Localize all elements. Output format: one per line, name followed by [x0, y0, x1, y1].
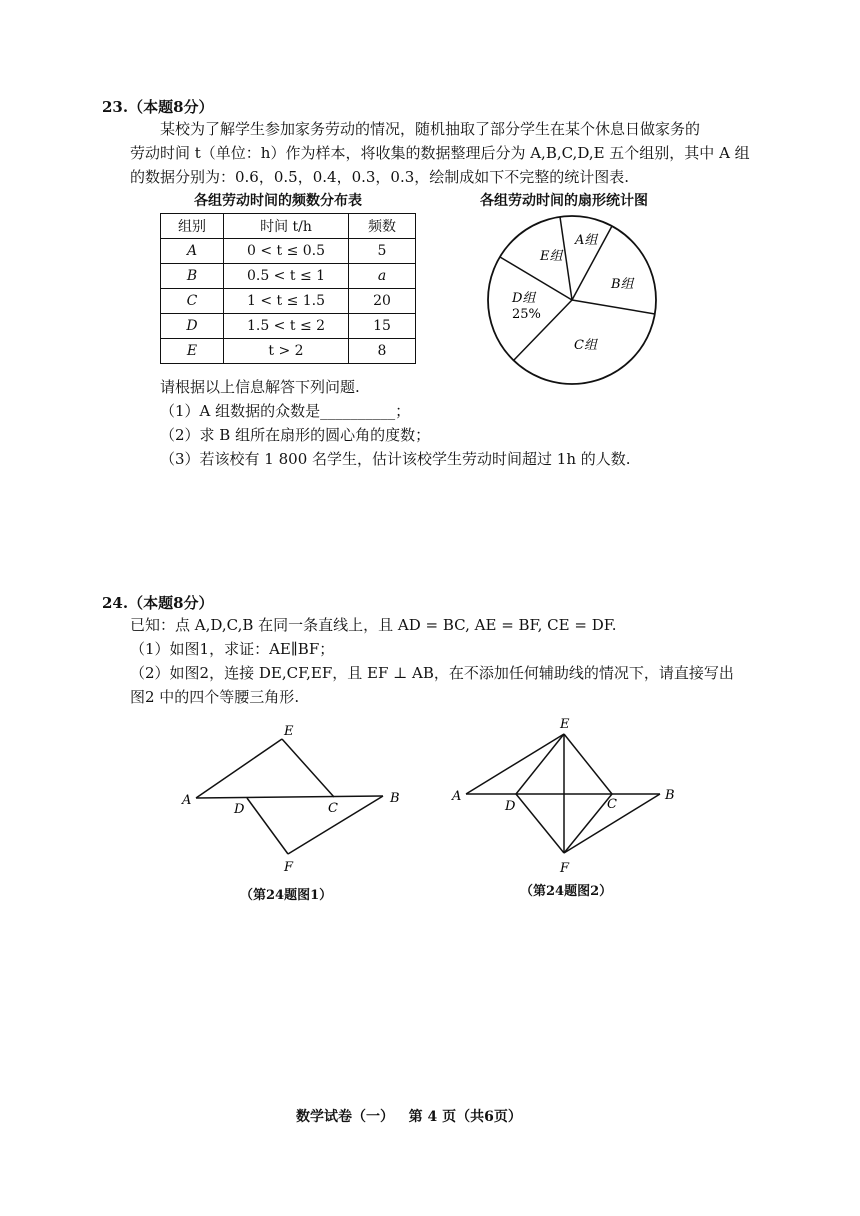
q23-intro-line1: 某校为了解学生参加家务劳动的情况，随机抽取了部分学生在某个休息日做家务的: [160, 120, 701, 138]
table-row: [161, 289, 416, 314]
q23-sub3: （3）若该校有 1 800 名学生，估计该校学生劳动时间超过 1h 的人数.: [160, 450, 631, 468]
pie-label-a: A组: [575, 233, 598, 248]
header-group: 组别: [161, 214, 224, 239]
fig1-label-e: E: [284, 724, 294, 739]
fig1-label-d: D: [234, 802, 245, 817]
line-ae: [466, 734, 564, 794]
fig2-label-b: B: [665, 788, 675, 803]
table-header-row: [161, 214, 416, 239]
row-group: D: [161, 314, 224, 339]
header-frequency: 频数: [349, 214, 416, 239]
fig1-label-b: B: [390, 791, 400, 806]
table-title: 各组劳动时间的频数分布表: [194, 193, 362, 209]
row-time: t > 2: [224, 339, 349, 364]
row-group: B: [161, 264, 224, 289]
fig2-label-c: C: [607, 797, 617, 812]
fig2-label-a: A: [452, 789, 462, 804]
row-time: 0.5 < t ≤ 1: [224, 264, 349, 289]
pie-title: 各组劳动时间的扇形统计图: [480, 193, 648, 209]
q24-given: 已知：点 A,D,C,B 在同一条直线上，且 AD = BC, AE = BF, CE = DF.: [130, 616, 617, 634]
table-row: [161, 264, 416, 289]
q23-intro-line3: 的数据分别为：0.6，0.5，0.4，0.3，0.3，绘制成如下不完整的统计图表.: [130, 168, 630, 186]
q23-intro-line2: 劳动时间 t（单位：h）作为样本，将收集的数据整理后分为 A,B,C,D,E 五个组别，其中 A 组: [130, 144, 750, 162]
row-count: 15: [349, 314, 416, 339]
row-time: 0 < t ≤ 0.5: [224, 239, 349, 264]
q23-heading: 23.（本题8分）: [102, 98, 214, 116]
line-ab: [196, 796, 383, 798]
line-ec: [564, 734, 612, 794]
pie-label-e: E组: [540, 249, 563, 264]
q24-sub2-line1: （2）如图2，连接 DE,CF,EF，且 EF ⊥ AB，在不添加任何辅助线的情况下，请直接写出: [130, 664, 734, 682]
figure-1-caption: （第24题图1）: [240, 888, 333, 903]
fig1-label-a: A: [182, 793, 192, 808]
row-group: E: [161, 339, 224, 364]
line-cf: [564, 794, 612, 853]
q23-sub1: （1）A 组数据的众数是__________；: [160, 402, 411, 420]
figure-1: [170, 716, 410, 886]
table-row: [161, 239, 416, 264]
table-row: [161, 314, 416, 339]
fig2-label-d: D: [505, 799, 516, 814]
fig1-label-c: C: [328, 801, 338, 816]
pie-label-c: C组: [574, 338, 597, 353]
figure-1-lines: [196, 739, 383, 854]
q24-heading: 24.（本题8分）: [102, 594, 214, 612]
row-group: C: [161, 289, 224, 314]
fig2-label-e: E: [560, 717, 570, 732]
frequency-table: [160, 213, 416, 364]
table-row: [161, 339, 416, 364]
q23-prompt: 请根据以上信息解答下列问题.: [160, 378, 360, 396]
line-ae: [196, 739, 282, 798]
fig1-label-f: F: [284, 860, 294, 875]
row-time: 1 < t ≤ 1.5: [224, 289, 349, 314]
row-count: 5: [349, 239, 416, 264]
q23-sub2: （2）求 B 组所在扇形的圆心角的度数；: [160, 426, 431, 444]
pie-radius-bc: [572, 300, 655, 314]
row-count: 20: [349, 289, 416, 314]
q24-sub2-line2: 图2 中的四个等腰三角形.: [130, 688, 300, 706]
row-group: A: [161, 239, 224, 264]
figure-2: [450, 710, 690, 885]
page-footer: 数学试卷（一） 第 4 页（共6页）: [296, 1109, 522, 1125]
fig2-label-f: F: [560, 861, 570, 876]
line-fd: [247, 798, 288, 854]
line-ed: [516, 734, 564, 794]
row-count: a: [349, 264, 416, 289]
line-ec: [282, 739, 334, 797]
line-df: [516, 794, 564, 853]
pie-chart: [480, 214, 670, 390]
figure-2-lines: [466, 734, 660, 853]
row-time: 1.5 < t ≤ 2: [224, 314, 349, 339]
header-time: 时间 t/h: [224, 214, 349, 239]
q24-sub1: （1）如图1，求证：AE∥BF；: [130, 640, 335, 658]
figure-2-caption: （第24题图2）: [520, 884, 613, 899]
pie-label-b: B组: [611, 277, 634, 292]
pie-label-d: D组: [512, 291, 536, 306]
row-count: 8: [349, 339, 416, 364]
pie-label-d-percent: 25%: [512, 307, 541, 322]
